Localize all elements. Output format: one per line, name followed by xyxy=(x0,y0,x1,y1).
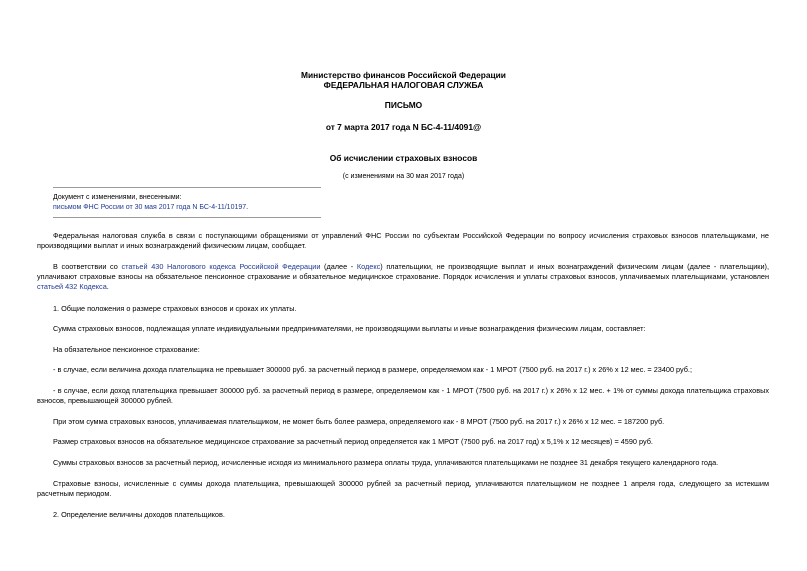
article-432-link[interactable]: статьей 432 Кодекса xyxy=(37,282,107,291)
paragraph-medical-insurance: Размер страховых взносов на обязательное медицинское страхование за расчетный период определяется как 1 МРОТ (7500 руб. на 2017 год) х 5,1% х 12 месяцев) = 4590 руб. xyxy=(53,437,653,446)
amendments-lead: Документ с изменениями, внесенными: xyxy=(53,194,182,201)
section-2-heading: 2. Определение величины доходов плательщиков. xyxy=(53,510,225,519)
paragraph-contribution-sum: Сумма страховых взносов, подлежащая уплате индивидуальными предпринимателями, не производящими выплаты и иные вознаграждения физическим лицам, составляет: xyxy=(53,324,646,333)
revision-note: (с изменениями на 30 мая 2017 года) xyxy=(342,173,465,180)
paragraph-income-above-limit: - в случае, если доход плательщика превышает 300000 руб. за расчетный период в размере, определяемом как - 1 МРОТ (7500 руб. на 2017 г.) х 26% х 12 мес. + 1% от суммы дохода плательщика страховых взносов, превышающей 300000 рублей. xyxy=(37,386,769,405)
ministry-heading: Министерство финансов Российской Федерации xyxy=(301,70,506,80)
service-heading: ФЕДЕРАЛЬНАЯ НАЛОГОВАЯ СЛУЖБА xyxy=(323,80,484,90)
article-430-link[interactable]: статьей 430 Налогового кодекса Российской Федерации xyxy=(121,262,321,271)
code-link[interactable]: Кодекс xyxy=(356,262,381,271)
p2-text-a: В соответствии со xyxy=(53,262,122,271)
paragraph-intro: Федеральная налоговая служба в связи с поступающими обращениями от управлений ФНС России по субъектам Российской Федерации по вопросу исчисления страховых взносов плательщиками, не производящими выплат и иных вознаграждений физическим лицам, сообщает. xyxy=(37,231,769,250)
section-1-heading: 1. Общие положения о размере страховых взносов и сроках их уплаты. xyxy=(53,304,297,313)
paragraph-payment-deadline: Суммы страховых взносов за расчетный период, исчисленные исходя из минимального размера оплаты труда, уплачиваются плательщиками не позднее 31 декабря текущего календарного года. xyxy=(53,458,719,467)
paragraph-legal-basis xyxy=(37,262,769,292)
paragraph-max-contribution: При этом сумма страховых взносов, уплачиваемая плательщиком, не может быть более размера, определяемого как - 8 МРОТ (7500 руб. на 2017 г.) х 26% х 12 мес. = 187200 руб. xyxy=(53,417,665,426)
p2-text-b: (далее - xyxy=(320,262,357,271)
doc-number-heading: от 7 марта 2017 года N БС-4-11/4091@ xyxy=(325,122,482,132)
amendments-bottom-rule xyxy=(53,217,321,218)
doc-title: Об исчислении страховых взносов xyxy=(329,153,478,163)
amendments-top-rule xyxy=(53,187,321,188)
amendment-link[interactable]: письмом ФНС России от 30 мая 2017 года N БС-4-11/10197 xyxy=(53,204,247,211)
amendments-tail: . xyxy=(246,204,249,211)
paragraph-excess-income-deadline: Страховые взносы, исчисленные с суммы дохода плательщика, превышающей 300000 рублей за расчетный период, уплачиваются плательщиком не позднее 1 апреля года, следующего за истекшим расчетным периодом. xyxy=(37,479,769,498)
amendments-line xyxy=(53,203,553,213)
doc-type-heading: ПИСЬМО xyxy=(384,100,423,110)
p2-text-d: . xyxy=(106,282,109,291)
paragraph-pension-insurance: На обязательное пенсионное страхование: xyxy=(53,345,200,354)
paragraph-income-below-limit: - в случае, если величина дохода плательщика не превышает 300000 руб. за расчетный период в размере, определяемом как - 1 МРОТ (7500 руб. на 2017 г.) х 26% х 12 мес. = 23400 руб.; xyxy=(53,365,692,374)
p2-text-c: ) плательщики, не производящие выплат и иных вознаграждений физическим лицам (далее - плательщики), уплачивают страховые взносы на обязательное пенсионное страхование и обязательное медицинское страхование. Порядок исчисления и уплаты страховых взносов, уплачиваемых плательщиками, установлен xyxy=(37,262,769,281)
